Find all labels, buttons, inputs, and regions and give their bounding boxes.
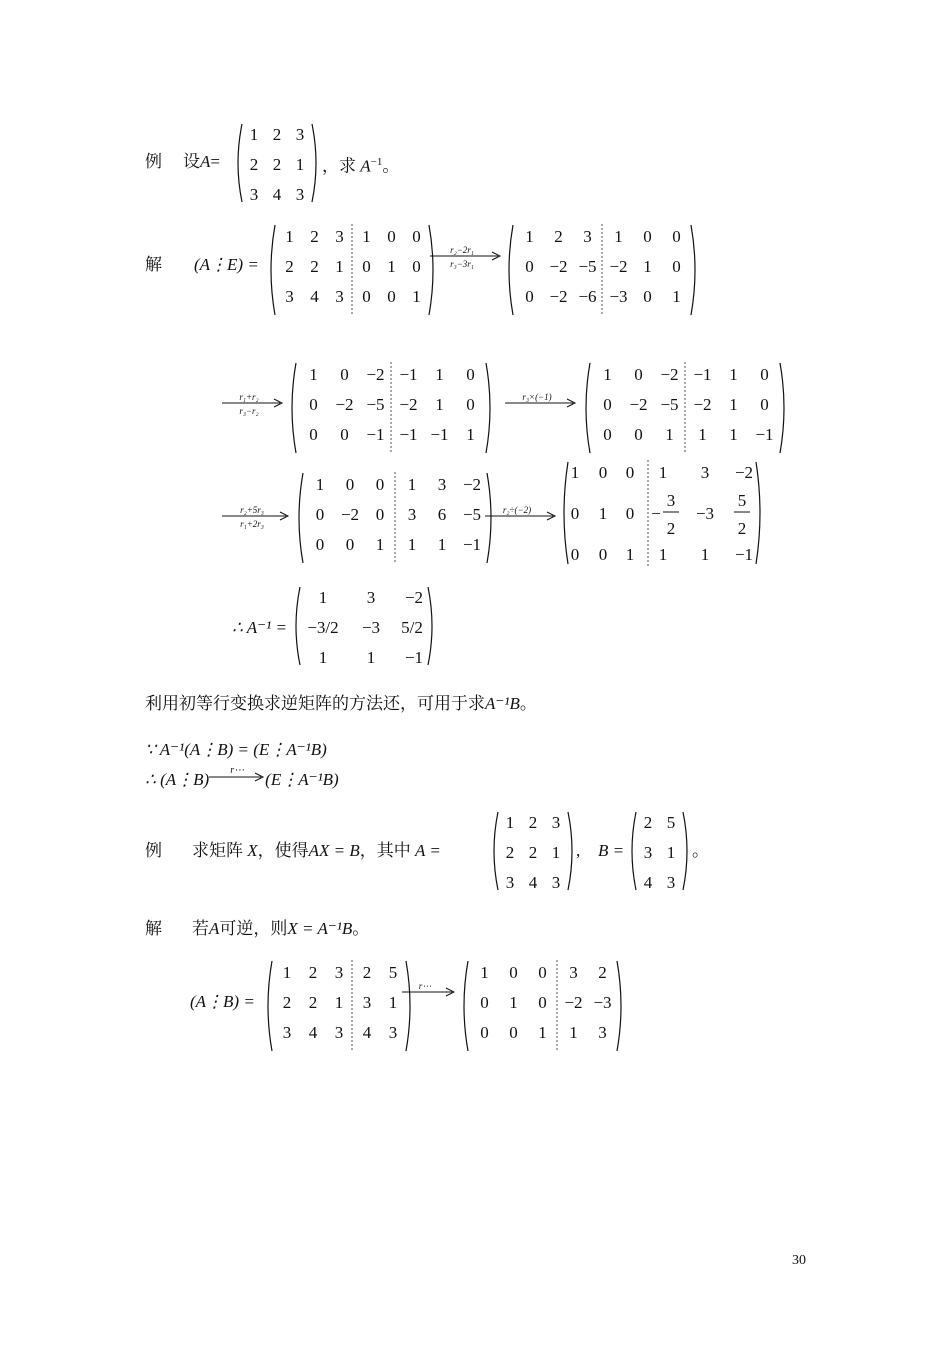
cell: 5/2: [401, 618, 423, 637]
example-question: ，求 $A^{-1}$。: [322, 156, 400, 176]
row-op-4: [222, 500, 290, 541]
cell: 0: [315, 535, 325, 554]
result-lhs: ∴ A⁻¹ =: [232, 618, 287, 637]
bracket-left: [586, 363, 590, 453]
op-label: r₃−3r₁: [450, 259, 474, 269]
op-label: r₃−r₂: [239, 406, 259, 416]
cell: 3: [598, 1023, 607, 1042]
cell: 4: [528, 873, 538, 892]
inverse-matrix: [290, 583, 440, 669]
cell: 1: [505, 813, 515, 832]
cell: 1: [538, 1023, 547, 1042]
cell: 1: [729, 425, 738, 444]
cell: 0: [412, 227, 421, 246]
cell: −3/2: [307, 618, 339, 637]
cell: 3: [334, 963, 344, 982]
bracket-right: [486, 363, 490, 453]
cell: 0: [412, 257, 421, 276]
cell: 0: [480, 993, 489, 1012]
cell: 0: [598, 463, 608, 482]
cell: 0: [509, 963, 518, 982]
augmented-matrix-1: [265, 222, 439, 323]
cell: 1: [295, 155, 305, 174]
cell: 5: [388, 963, 398, 982]
augmented-matrix-4: [580, 360, 790, 461]
cell: −2: [549, 257, 568, 276]
cell: 1: [698, 425, 707, 444]
cell: −1: [366, 425, 385, 444]
cell: 1: [729, 395, 738, 414]
cell: −5: [462, 505, 482, 524]
cell: 3: [285, 287, 294, 306]
cell: 3: [551, 873, 561, 892]
solution2-text: 若A可逆，则X = A⁻¹B。: [192, 919, 370, 938]
matrix-A: [232, 120, 322, 206]
bracket-left: [464, 961, 468, 1051]
cell: 0: [315, 505, 325, 524]
cell: −6: [578, 287, 597, 306]
cell: −2: [660, 365, 679, 384]
cell: 4: [308, 1023, 318, 1042]
cell: 2: [272, 125, 282, 144]
cell: 3: [295, 125, 305, 144]
cell: 0: [480, 1023, 489, 1042]
cell: 2: [598, 963, 607, 982]
cell: 1: [525, 227, 534, 246]
cell: −2: [340, 505, 360, 524]
cell: 1: [700, 545, 710, 564]
frac-num: 5: [737, 491, 747, 510]
cell: −5: [578, 257, 597, 276]
cell: 1: [665, 425, 674, 444]
cell: 1: [334, 993, 344, 1012]
cell: 1: [466, 425, 475, 444]
cell: 1: [551, 843, 561, 862]
augmented-matrix-3: [286, 360, 496, 461]
frac-den: 2: [666, 519, 676, 538]
therefore-line: ∴ (A⋮B) r⋯ (E⋮A⁻¹B): [145, 765, 339, 789]
cell: 1: [366, 648, 376, 667]
example-label: 例: [145, 152, 162, 171]
cell: 3: [282, 1023, 292, 1042]
bracket-left: [268, 961, 272, 1051]
cell: 3: [407, 505, 417, 524]
cell: 3: [249, 185, 259, 204]
example2-text: 求矩阵 X，使得AX = B，其中 A =: [192, 841, 441, 860]
cell: −2: [366, 365, 385, 384]
cell: 0: [634, 425, 643, 444]
cell: 1: [285, 227, 294, 246]
op-label: r₂+5r₃: [240, 505, 264, 515]
cell: 4: [362, 1023, 372, 1042]
cell: −2: [609, 257, 628, 276]
cell: 1: [672, 287, 681, 306]
cell: −2: [564, 993, 583, 1012]
cell: −2: [335, 395, 354, 414]
cell: 3: [295, 185, 305, 204]
cell: −2: [734, 463, 754, 482]
cell: 3: [583, 227, 592, 246]
cell: 0: [625, 504, 635, 523]
bracket-right: [617, 961, 621, 1051]
cell: 0: [598, 545, 608, 564]
cell: 2: [505, 843, 515, 862]
augmented-matrix-AB: [262, 958, 416, 1059]
cell: 0: [362, 287, 371, 306]
cell: 3: [437, 475, 447, 494]
because-line: ∵ A⁻¹(A⋮B) = (E⋮A⁻¹B): [145, 740, 327, 759]
cell: 0: [387, 227, 396, 246]
op-label: r₂−2r₁: [450, 245, 474, 255]
cell: 1: [509, 993, 518, 1012]
cell: 4: [310, 287, 319, 306]
example-intro: 设A=: [183, 152, 220, 171]
cell: −1: [755, 425, 774, 444]
cell: 3: [666, 873, 676, 892]
cell: 3: [362, 993, 372, 1012]
cell: 1: [407, 475, 417, 494]
cell: 1: [729, 365, 738, 384]
cell: 1: [309, 365, 318, 384]
cell: 0: [345, 535, 355, 554]
frac-num: 3: [666, 491, 676, 510]
cell: 2: [282, 993, 292, 1012]
matrix-B: [628, 808, 694, 894]
cell: 0: [466, 395, 475, 414]
cell: 1: [603, 365, 612, 384]
cell: 6: [437, 505, 447, 524]
cell: 0: [375, 505, 385, 524]
cell: −2: [404, 588, 424, 607]
cell: 1: [625, 545, 635, 564]
op-label: r₂÷(−2): [502, 505, 532, 515]
cell: 3: [335, 287, 344, 306]
cell: 1: [335, 257, 344, 276]
cell: 1: [282, 963, 292, 982]
cell: 1: [658, 545, 668, 564]
cell: 1: [249, 125, 259, 144]
cell: 0: [466, 365, 475, 384]
cell: 0: [309, 425, 318, 444]
augmented-matrix-6: [560, 458, 770, 568]
bracket-right: [691, 225, 695, 315]
bracket-left: [292, 363, 296, 453]
augmented-lhs: (A⋮E) =: [194, 255, 259, 274]
example2-end: 。: [692, 841, 709, 860]
cell: 0: [525, 257, 534, 276]
cell: 0: [603, 425, 612, 444]
cell: 1: [643, 257, 652, 276]
cell: 0: [387, 287, 396, 306]
cell: 1: [435, 395, 444, 414]
op-label: r₁+r₂: [239, 392, 259, 402]
cell: 0: [538, 993, 547, 1012]
cell: 3: [643, 843, 653, 862]
cell: 4: [272, 185, 282, 204]
cell: 1: [570, 463, 580, 482]
cell: −3: [361, 618, 381, 637]
cell: 3: [366, 588, 376, 607]
op-label: r₁+2r₃: [240, 519, 264, 529]
page-number: 30: [792, 1253, 806, 1268]
cell: 0: [643, 227, 652, 246]
bracket-left: [509, 225, 513, 315]
cell: 0: [509, 1023, 518, 1042]
cell: 3: [551, 813, 561, 832]
cell: −2: [462, 475, 482, 494]
cell: 1: [375, 535, 385, 554]
solution2-label: 解: [145, 919, 162, 938]
cell: 1: [480, 963, 489, 982]
op-label: r⋯: [418, 981, 432, 991]
example2-b-lhs: B =: [598, 841, 625, 860]
cell: 5: [666, 813, 676, 832]
cell: −5: [660, 395, 679, 414]
row-op-2: [222, 387, 284, 428]
cell: −2: [629, 395, 648, 414]
cell: 0: [309, 395, 318, 414]
cell: 1: [318, 648, 328, 667]
cell: 0: [375, 475, 385, 494]
cell: 1: [362, 227, 371, 246]
cell: 0: [643, 287, 652, 306]
cell: 0: [340, 425, 349, 444]
example2-comma: ,: [576, 841, 581, 860]
cell: 0: [362, 257, 371, 276]
cell: 4: [643, 873, 653, 892]
cell: 1: [387, 257, 396, 276]
cell: 2: [362, 963, 372, 982]
row-op-generic: [402, 976, 456, 1017]
bracket-left: [299, 473, 303, 563]
cell: 1: [658, 463, 668, 482]
cell: 2: [272, 155, 282, 174]
cell: −1: [399, 425, 418, 444]
solution2-lhs: (A⋮B) =: [190, 992, 255, 1011]
cell: −1: [693, 365, 712, 384]
cell: 0: [570, 545, 580, 564]
cell: −1: [404, 648, 424, 667]
cell: 0: [570, 504, 580, 523]
cell: −1: [734, 545, 754, 564]
cell: 1: [407, 535, 417, 554]
cell: 1: [435, 365, 444, 384]
cell: 1: [569, 1023, 578, 1042]
cell: −3: [593, 993, 612, 1012]
cell: 1: [388, 993, 398, 1012]
cell: 0: [340, 365, 349, 384]
cell: 0: [603, 395, 612, 414]
cell: −1: [430, 425, 449, 444]
cell: −1: [462, 535, 482, 554]
row-op-1: [430, 240, 502, 281]
cell: 1: [598, 504, 608, 523]
cell: 3: [505, 873, 515, 892]
cell: 3: [700, 463, 710, 482]
remark-text: 利用初等行变换求逆矩阵的方法还，可用于求A⁻¹B。: [145, 694, 537, 713]
cell: 0: [538, 963, 547, 982]
cell: 1: [614, 227, 623, 246]
cell: 3: [569, 963, 578, 982]
cell: 3: [335, 227, 344, 246]
cell: 2: [285, 257, 294, 276]
cell: 0: [345, 475, 355, 494]
bracket-right: [780, 363, 784, 453]
cell: 0: [760, 365, 769, 384]
cell: 2: [249, 155, 259, 174]
cell: 3: [334, 1023, 344, 1042]
frac-sign: −: [651, 504, 661, 523]
cell: 2: [643, 813, 653, 832]
frac-den: 2: [737, 519, 747, 538]
cell: 2: [528, 813, 538, 832]
cell: 0: [525, 287, 534, 306]
cell: 1: [315, 475, 325, 494]
cell: 0: [625, 463, 635, 482]
cell: 2: [310, 257, 319, 276]
cell: 0: [634, 365, 643, 384]
cell: 1: [318, 588, 328, 607]
cell: −5: [366, 395, 385, 414]
cell: −2: [549, 287, 568, 306]
cell: 0: [760, 395, 769, 414]
cell: 0: [672, 227, 681, 246]
cell: −3: [609, 287, 628, 306]
cell: 2: [310, 227, 319, 246]
cell: −2: [693, 395, 712, 414]
cell: 2: [528, 843, 538, 862]
cell: −1: [399, 365, 418, 384]
augmented-matrix-5: [293, 470, 497, 571]
cell: 2: [554, 227, 563, 246]
matrix-A2: [488, 808, 580, 894]
row-op-5: [485, 500, 557, 541]
solution-label: 解: [145, 255, 162, 274]
bracket-left: [271, 225, 275, 315]
cell: 2: [308, 963, 318, 982]
cell: 1: [412, 287, 421, 306]
cell: 2: [308, 993, 318, 1012]
augmented-matrix-result: [458, 958, 627, 1059]
augmented-matrix-2: [503, 222, 701, 323]
op-label: r₃×(−1): [522, 392, 552, 402]
cell: 0: [672, 257, 681, 276]
row-op-3: [505, 387, 577, 428]
cell: 1: [437, 535, 447, 554]
cell: −2: [399, 395, 418, 414]
cell: 1: [666, 843, 676, 862]
cell: 3: [388, 1023, 398, 1042]
cell: −3: [695, 504, 715, 523]
example2-label: 例: [145, 841, 162, 860]
